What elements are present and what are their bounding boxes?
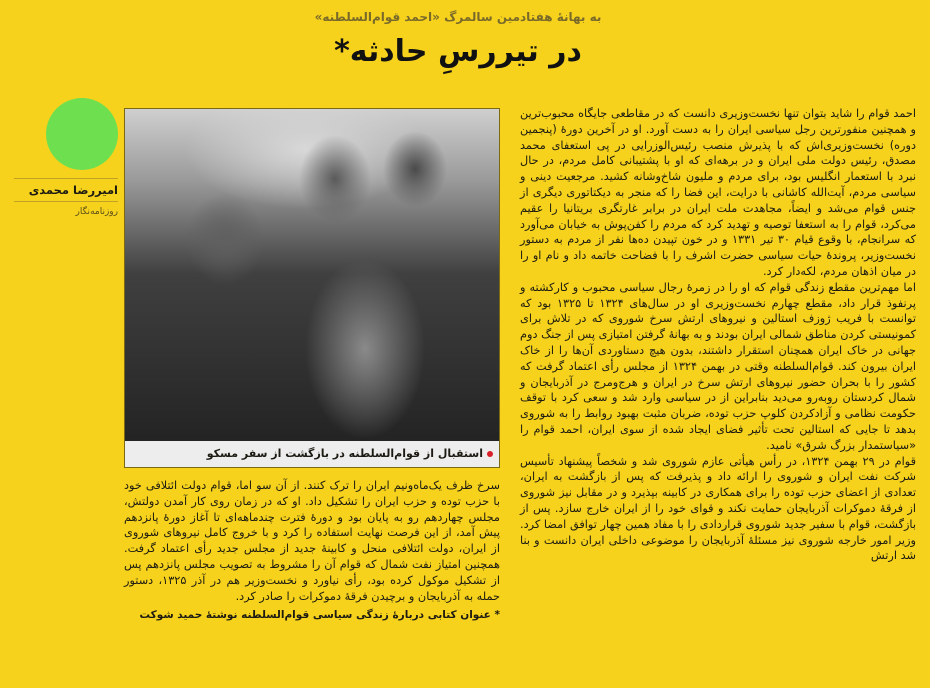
- body-paragraph: اما مهم‌ترین مقطع زندگی قوام که او را در زمرهٔ رجال سیاسی محبوب و کارکشته و پرنفوذ قرار داد، مقطع چهارم نخست‌وزیری او در سال‌های ۱۳۲۴ تا ۱۳۲۵ بود که توانست با فریب ژوزف استالین و نیروهای ارتش سرخ شوروی که در تلاش برای کمونیستی کردن مناطق شمالی ایران بودند و به بهانهٔ گرفتن امتیازی پس از جنگ دوم جهانی در خاک ایران همچنان استقرار داشتند، بدون هیچ دستاوردی آن‌ها را از خاک ایران بیرون کند. قوام‌السلطنه وقتی در بهمن ۱۳۲۴ از مجلس رأی اعتماد گرفت که کشور را با بحران حضور نیروهای ارتش سرخ در ایران و هرج‌ومرج در آذربایجان و شمال کردستان روبه‌رو می‌دید بنابراین از در سیاسی وارد شد و سعی کرد با توقف حکومت نظامی و آزادکردن کلوپ حزب توده، ضربان مثبت بهبود روابط را به شوروی بدهد تا جایی که استالین تحت تأثیر فضای ایجاد شده از سوی ایران، احمد قوام را «سیاستمدار بزرگ شرق» نامید.: [520, 280, 917, 452]
- body-column-left: [124, 478, 500, 624]
- body-column-right: [520, 106, 916, 564]
- author-divider: [14, 178, 118, 179]
- body-paragraph: سرخ ظرف یک‌ماه‌ونیم ایران را ترک کنند. از آن سو اما، قوام دولت ائتلافی خود با حزب توده و حزب ایران را تشکیل داد. او که در زمان روی کار آمدن دولتش، مجلس چهاردهم رو به پایان بود و دورهٔ فترت چندماهه‌ای تا آغاز دورهٔ پانزدهم پیش آمد، از این فرصت نهایت استفاده را کرد و با خروج کامل نیروهای شوروی از ایران، دولت ائتلافی منحل و کابینهٔ جدید از مجلس جدید رأی اعتماد گرفت. همچنین امتیاز نفت شمال که قوام آن را مشروط به تصویب مجلس پانزدهم پس از تشکیل موکول کرده بود، رأی نیاورد و نخست‌وزیر هم در آذر ۱۳۲۵، دستور حمله به آذربایجان و برچیدن فرقهٔ دموکرات را صادر کرد.: [124, 479, 500, 603]
- article-footnote: * عنوان کتابی دربارهٔ زندگی سیاسی قوام‌السلطنه نوشتهٔ حمید شوکت: [139, 609, 500, 622]
- photo-caption-text: استقبال از قوام‌السلطنه در بازگشت از سفر مسکو: [206, 447, 483, 460]
- article-headline: در تیررسِ حادثه*: [334, 34, 582, 69]
- photo-caption: [125, 441, 499, 467]
- author-avatar: [46, 98, 118, 170]
- author-role: روزنامه‌نگار: [75, 207, 118, 217]
- article-photo: [124, 108, 500, 468]
- body-paragraph: قوام در ۲۹ بهمن ۱۳۲۴، در رأس هیأتی عازم شوروی شد و شخصاً پیشنهاد تأسیس شرکت نفت ایران و شوروی را ارائه داد و پذیرفت که پس از بازگشت به ایران، تعدادی از اعضای حزب توده را برای همکاری در کابینه بپذیرد و در مقابل نیز شوروی از فرقهٔ دموکرات آذربایجان حمایت نکند و قوای خود را از ایران خارج سازد. پس از بازگشت، قوام با سفیر جدید شوروی قراردادی را با مفاد همین چهار توافق امضا کرد. وزیر امور خارجه شوروی نیز مسئلهٔ آذربایجان را موضوعی داخلی ایران دانست و بنا شد ارتش: [520, 454, 916, 563]
- author-name: امیررضا محمدی: [28, 183, 118, 197]
- author-box: [14, 98, 118, 219]
- body-paragraph: احمد قوام را شاید بتوان تنها نخست‌وزیری دانست که در مقاطعی جایگاه محبوب‌ترین و همچنین منفورترین رجل سیاسی ایران را به دست آورد. او در آخرین دورهٔ (پنجمین دوره) نخست‌وزیری‌اش که با پذیرش منصب رئیس‌الوزرایی در پی استعفای محمد مصدق، رئیس دولت ملی ایران و در برهه‌ای که او با پشتیبانی کامل مردم، در حال نبرد با استعمار انگلیس بود، برای مردم و ملیون شاخ‌وشانه کشید. مرجعیت دینی و سیاسی مردم، آیت‌الله کاشانی با درایت، این فضا را که منجر به دیکتاتوری دیگری از جنس قوام می‌شد و ایضاً، مجاهدت ملت ایران در برابر غارتگری بریتانیا را عقیم می‌کرد، قوام را به استعفا توصیه و تهدید کرد که مردم را کفن‌پوش به خیابان می‌آورد که سرانجام، با وقوع قیام ۳۰ تیر ۱۳۳۱ و در خون تپیدن ده‌ها نفر از مردم به دستور نخست‌وزیر، پروندهٔ حیات سیاسی حضرت اشرف را با فضاحت خاتمه داد و نام او را در میان اذهان مردم، لکه‌دار کرد.: [520, 107, 917, 278]
- author-divider: [14, 201, 118, 202]
- caption-bullet-icon: [487, 451, 493, 457]
- article-kicker: به بهانهٔ هفتادمین سالمرگ «احمد قوام‌السلطنه»: [314, 10, 602, 24]
